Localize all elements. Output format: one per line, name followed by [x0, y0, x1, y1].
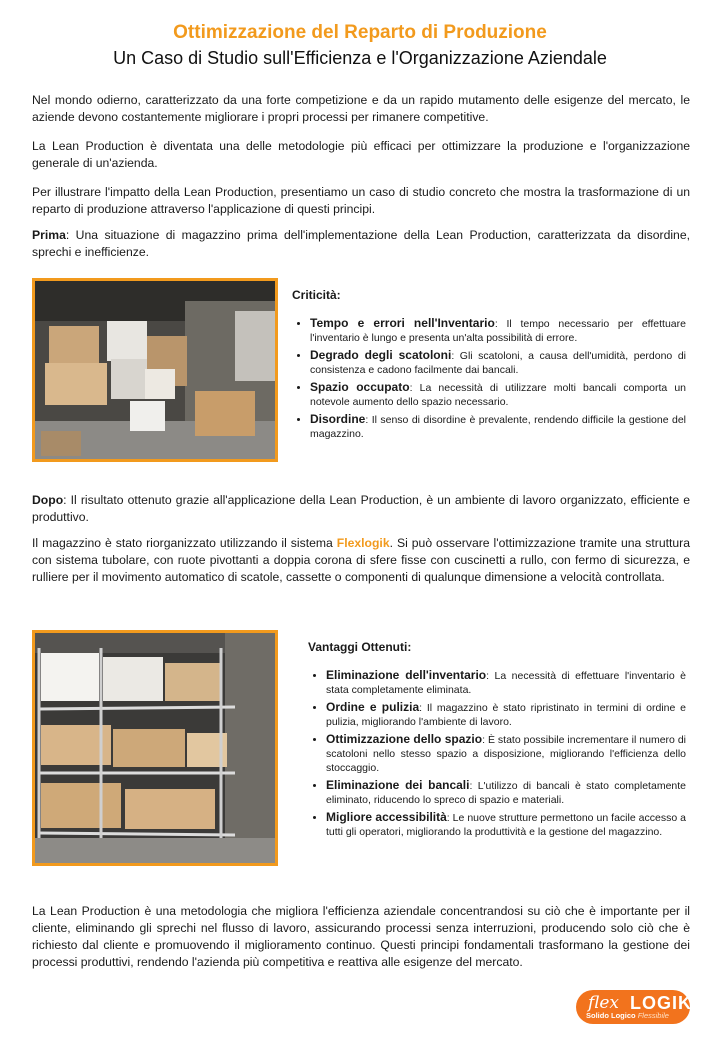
prima-paragraph: [32, 227, 690, 261]
list-item: [326, 732, 686, 775]
conclusion-paragraph: La Lean Production è una metodologia che migliora l'efficienza aziendale concentrandosi su ciò che è importante per il cliente, eliminando gli sprechi nel flusso di lavoro, assicurando processi senza interruzioni, producendo solo ciò che è richiesto dal cliente e promuovendo il miglioramento continuo. Questi principi fondamentali trasformano la gestione dei processi produttivi, rendendo l'azienda più competitiva e reattiva alle esigenze del mercato.: [32, 904, 690, 969]
list-item: [310, 316, 686, 345]
logo-tag-solido: Solido: [586, 1011, 609, 1020]
vantaggi-list: [308, 668, 686, 839]
logo-logik-text: LOGIK: [630, 993, 692, 1013]
item-text: : Gli scatoloni, a causa dell'umidità, perdono di consistenza e cadono facilmente dai bancali.: [310, 350, 686, 376]
item-text: : Le nuove strutture permettono un facile accesso a tutti gli operatori, migliorando la produttività e la gestione del magazzino.: [326, 812, 686, 838]
item-text: : È stato possibile incrementare il numero di scatoloni nello stesso spazio a disposizione, migliorando l'efficienza dello stoccaggio.: [326, 734, 686, 774]
prima-text: : Una situazione di magazzino prima dell'implementazione della Lean Production, caratterizzata da disordine, sprechi e inefficienze.: [32, 228, 690, 259]
list-item: [326, 810, 686, 839]
page-title: Ottimizzazione del Reparto di Produzione: [173, 22, 547, 43]
list-item: [326, 700, 686, 729]
list-item: [310, 348, 686, 377]
vantaggi-title: Vantaggi Ottenuti:: [308, 640, 412, 654]
logo-tag-logico: Logico: [611, 1011, 636, 1020]
list-item: [310, 412, 686, 441]
criticita-title: Criticità:: [292, 288, 341, 302]
list-item: [326, 778, 686, 807]
item-label: Disordine: [310, 412, 366, 426]
flexlogik-logo: [576, 990, 690, 1024]
logo-tagline: [586, 1011, 669, 1020]
criticita-list: [292, 316, 686, 441]
logo-tag-flessibile: Flessibile: [637, 1011, 669, 1020]
list-item: [326, 668, 686, 697]
item-label: Tempo e errori nell'Inventario: [310, 316, 495, 330]
item-text: : L'utilizzo di bancali è stato completamente eliminato, riducendo lo spreco di spazio e materiali.: [326, 780, 687, 806]
item-label: Spazio occupato: [310, 380, 410, 394]
dopo-text: : Il risultato ottenuto grazie all'applicazione della Lean Production, è un ambiente di lavoro organizzato, efficiente e produttivo.: [32, 493, 690, 524]
before-warehouse-photo: [32, 278, 278, 462]
item-text: : Il magazzino è stato ripristinato in termini di ordine e pulizia, migliorando l'ambiente di lavoro.: [326, 702, 686, 728]
dopo-paragraph: [32, 492, 690, 526]
flexlogik-text-before: Il magazzino è stato riorganizzato utilizzando il sistema: [32, 536, 337, 550]
item-text: : Il senso di disordine è prevalente, rendendo difficile la gestione del magazzino.: [310, 414, 686, 440]
dopo-label: Dopo: [32, 493, 64, 507]
intro-paragraph-2: La Lean Production è diventata una delle metodologie più efficaci per ottimizzare la produzione e l'organizzazione generale di un'azienda.: [32, 139, 690, 170]
list-item: [310, 380, 686, 409]
item-text: : Il tempo necessario per effettuare l'inventario è lungo e presenta un'alta possibilità di errore.: [310, 318, 686, 344]
flexlogik-brand: Flexlogik: [336, 536, 390, 550]
logo-flex-text: flex: [588, 993, 619, 1013]
prima-label: Prima: [32, 228, 66, 242]
item-label: Ordine e pulizia: [326, 700, 420, 714]
intro-paragraph-1: Nel mondo odierno, caratterizzato da una forte competizione e da un rapido mutamento delle esigenze del mercato, le aziende devono costantemente migliorare i propri processi per rimanere competitive.: [32, 93, 690, 124]
criticita-section: [292, 288, 686, 444]
item-text: : La necessità di effettuare l'inventario è stata completamente eliminata.: [326, 670, 686, 696]
item-text: : La necessità di utilizzare molti bancali comporta un notevole aumento dello spazio necessario.: [310, 382, 687, 408]
flexlogik-text-after: . Si può osservare l'ottimizzazione tramite una struttura con sistema tubolare, con ruote pivottanti a doppia corona di sfere fisse con cuscinetti a rullo, con fermo di sicurezza, e rulliere per il movimento automatico di scatole, cassette o componenti di qualunque dimensione a velocità controllata.: [32, 536, 690, 584]
item-label: Migliore accessibilità: [326, 810, 447, 824]
intro-paragraph-3: Per illustrare l'impatto della Lean Production, presentiamo un caso di studio concreto che mostra la trasformazione di un reparto di produzione attraverso l'applicazione di questi principi.: [32, 185, 690, 216]
after-warehouse-photo: [32, 630, 278, 866]
item-label: Eliminazione dei bancali: [326, 778, 470, 792]
item-label: Ottimizzazione dello spazio: [326, 732, 483, 746]
item-label: Eliminazione dell'inventario: [326, 668, 487, 682]
item-label: Degrado degli scatoloni: [310, 348, 452, 362]
page-subtitle: Un Caso di Studio sull'Efficienza e l'Organizzazione Aziendale: [113, 48, 607, 68]
vantaggi-section: [308, 640, 686, 842]
flexlogik-paragraph: [32, 535, 690, 586]
